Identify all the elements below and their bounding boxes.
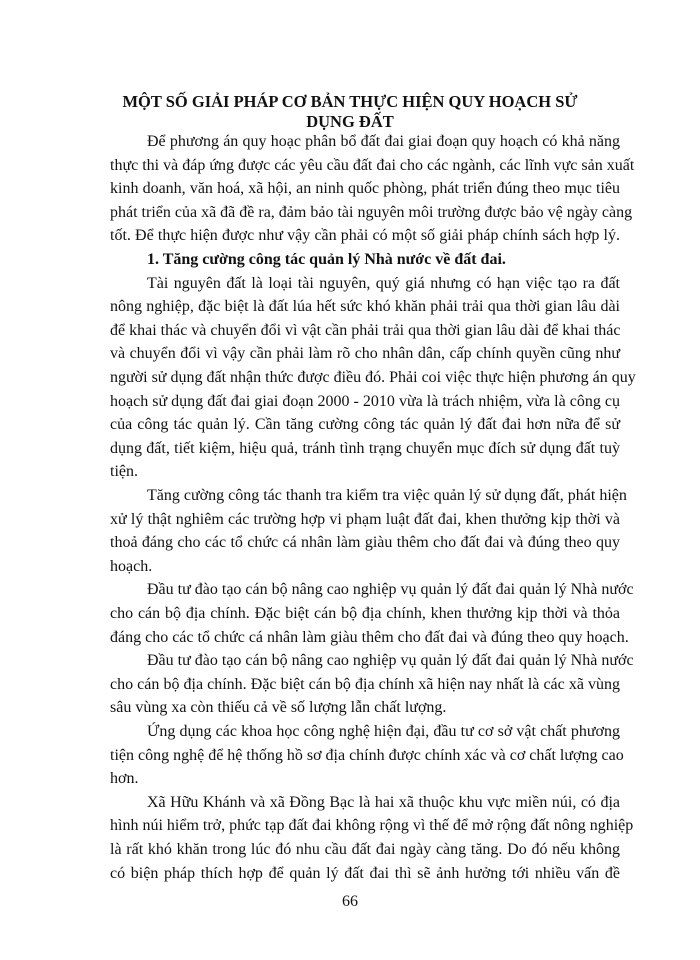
paragraph-line: thoả đáng cho các tổ chức cá nhân làm giàu thêm cho đất đai và đúng theo quy (110, 534, 620, 551)
paragraph-line: hoạch sử dụng đất đai giai đoạn 2000 - 2010 vừa là trách nhiệm, vừa là công cụ (110, 393, 620, 410)
paragraph-line: là rất khó khăn trong lúc đó nhu cầu đất đai ngày càng tăng. Do đó nếu không (110, 841, 620, 858)
paragraph-line: hình núi hiểm trở, phức tạp đất đai không rộng vì thế để mở rộng đất nông nghiệp (110, 817, 634, 834)
paragraph-line: có biện pháp thích hợp để quản lý đất đai thì sẽ ảnh hưởng tới nhiều vấn đề (110, 865, 620, 882)
paragraph-line: tiện. (110, 463, 138, 480)
paragraph-line: nông nghiệp, đặc biệt là đất lúa hết sức khó khăn phải trải qua thời gian lâu dài (110, 298, 620, 315)
paragraph-line: dụng đất, tiết kiệm, hiệu quả, tránh tình trạng chuyển mục đích sử dụng đất tuỳ (110, 440, 620, 457)
paragraph-line: tiện công nghệ để hệ thống hồ sơ địa chính được chính xác và cơ chất lượng cao (110, 747, 624, 764)
paragraph-line: Xã Hữu Khánh và xã Đồng Bạc là hai xã thuộc khu vực miền núi, có địa (147, 794, 620, 811)
paragraph-line: Ứng dụng các khoa học công nghệ hiện đại, đầu tư cơ sở vật chất phương (147, 723, 620, 740)
paragraph-line: Tài nguyên đất là loại tài nguyên, quý giá nhưng có hạn việc tạo ra đất (147, 275, 620, 292)
paragraph-line: cho cán bộ địa chính. Đặc biệt cán bộ địa chính xã hiện nay nhất là các xã vùng (110, 676, 620, 693)
section-heading: 1. Tăng cường công tác quản lý Nhà nước về đất đai. (147, 251, 506, 268)
paragraph-line: Đầu tư đào tạo cán bộ nâng cao nghiệp vụ quản lý đất đai quản lý Nhà nước (147, 581, 634, 598)
page-number: 66 (342, 893, 358, 910)
paragraph-line: đáng cho các tổ chức cá nhân làm giàu thêm cho đất đai và đúng theo quy hoạch. (110, 629, 629, 646)
paragraph-line: Tăng cường công tác thanh tra kiểm tra việc quản lý sử dụng đất, phát hiện (147, 487, 627, 504)
page-title-line-1: MỘT SỐ GIẢI PHÁP CƠ BẢN THỰC HIỆN QUY HOẠCH SỬ (122, 92, 578, 111)
paragraph-line: người sử dụng đất nhận thức được điều đó. Phải coi việc thực hiện phương án quy (110, 369, 636, 386)
paragraph-line: tốt. Để thực hiện được như vậy cần phải có một số giải pháp chính sách hợp lý. (110, 227, 620, 244)
paragraph-line: cho cán bộ địa chính. Đặc biệt cán bộ địa chính, khen thưởng kịp thời và thỏa (110, 605, 620, 622)
paragraph-line: và chuyển đổi vì vậy cần phải làm rõ cho nhân dân, cấp chính quyền cũng như (110, 345, 620, 362)
paragraph-line: Để phương án quy hoạc phân bổ đất đai giai đoạn quy hoạch có khả năng (147, 133, 620, 150)
paragraph-line: hơn. (110, 770, 139, 787)
paragraph-line: phát triển của xã đã đề ra, đảm bảo tài nguyên môi trường được bảo vệ ngày càng (110, 204, 633, 221)
paragraph-line: của công tác quản lý. Cần tăng cường công tác quản lý đất đai hơn nữa để sử (110, 416, 620, 433)
page-title-line-2: DỤNG ĐẤT (306, 112, 394, 131)
paragraph-line: thực thi và đáp ứng được các yêu cầu đất đai cho các ngành, các lĩnh vực sản xuất (110, 157, 635, 174)
paragraph-line: kinh doanh, văn hoá, xã hội, an ninh quốc phòng, phát triển đúng theo mục tiêu (110, 180, 620, 197)
paragraph-line: sâu vùng xa còn thiếu cả về số lượng lẫn chất lượng. (110, 699, 447, 716)
paragraph-line: xử lý thật nghiêm các trường hợp vi phạm luật đất đai, khen thưởng kịp thời và (110, 511, 620, 528)
paragraph-line: để khai thác và chuyển đổi vì vật cần phải trải qua thời gian lâu dài để khai thác (110, 322, 621, 339)
paragraph-line: Đầu tư đào tạo cán bộ nâng cao nghiệp vụ quản lý đất đai quản lý Nhà nước (147, 652, 634, 669)
paragraph-line: hoạch. (110, 558, 153, 575)
